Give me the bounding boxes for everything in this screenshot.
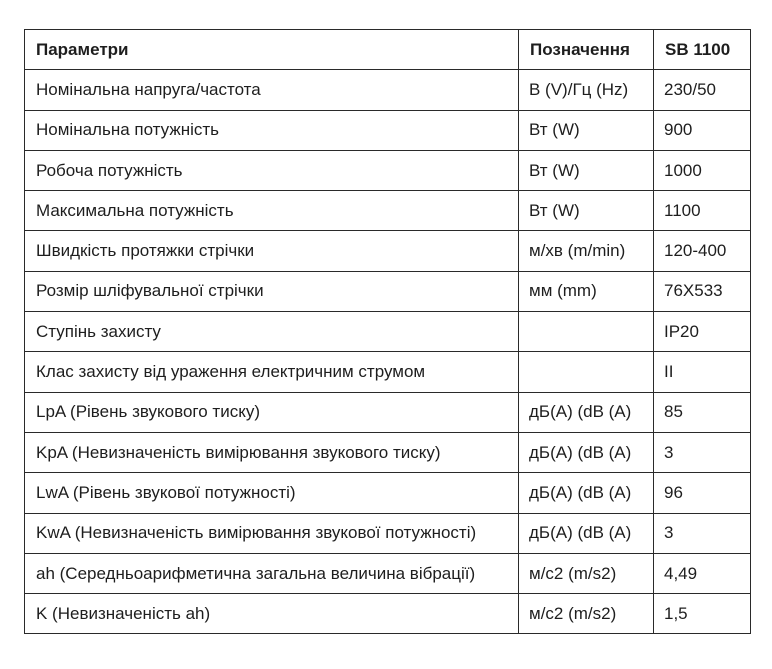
param-cell: Швидкість протяжки стрічки (25, 231, 519, 271)
symbol-cell: дБ(А) (dB (A) (519, 432, 654, 472)
table-row (25, 473, 751, 513)
spec-table (24, 29, 751, 634)
value-cell: 85 (654, 392, 751, 432)
value-cell: 230/50 (654, 70, 751, 110)
param-cell: Максимальна потужність (25, 191, 519, 231)
table-row (25, 231, 751, 271)
header-symbol: Позначення (519, 30, 654, 70)
param-cell: LwA (Рівень звукової потужності) (25, 473, 519, 513)
value-cell: 900 (654, 110, 751, 150)
param-cell: Розмір шліфувальної стрічки (25, 271, 519, 311)
symbol-cell: дБ(А) (dB (A) (519, 513, 654, 553)
symbol-cell: Вт (W) (519, 110, 654, 150)
symbol-cell: дБ(А) (dB (A) (519, 473, 654, 513)
param-cell: Номінальна потужність (25, 110, 519, 150)
table-row (25, 312, 751, 352)
symbol-cell: м/с2 (m/s2) (519, 594, 654, 634)
param-cell: Ступінь захисту (25, 312, 519, 352)
symbol-cell: м/хв (m/min) (519, 231, 654, 271)
value-cell: II (654, 352, 751, 392)
symbol-cell: Вт (W) (519, 150, 654, 190)
table-row (25, 432, 751, 472)
symbol-cell: В (V)/Гц (Hz) (519, 70, 654, 110)
symbol-cell (519, 312, 654, 352)
value-cell: IP20 (654, 312, 751, 352)
symbol-cell: Вт (W) (519, 191, 654, 231)
value-cell: 120-400 (654, 231, 751, 271)
table-row (25, 392, 751, 432)
table-row (25, 513, 751, 553)
param-cell: Клас захисту від ураження електричним струмом (25, 352, 519, 392)
param-cell: KwA (Невизначеність вимірювання звукової потужності) (25, 513, 519, 553)
table-row (25, 271, 751, 311)
param-cell: LpA (Рівень звукового тиску) (25, 392, 519, 432)
symbol-cell: мм (mm) (519, 271, 654, 311)
value-cell: 1000 (654, 150, 751, 190)
table-row (25, 191, 751, 231)
table-row (25, 110, 751, 150)
param-cell: K (Невизначеність ah) (25, 594, 519, 634)
value-cell: 1100 (654, 191, 751, 231)
table-row (25, 150, 751, 190)
param-cell: Номінальна напруга/частота (25, 70, 519, 110)
value-cell: 96 (654, 473, 751, 513)
value-cell: 4,49 (654, 553, 751, 593)
table-row (25, 594, 751, 634)
value-cell: 1,5 (654, 594, 751, 634)
value-cell: 76X533 (654, 271, 751, 311)
param-cell: ah (Середньоарифметична загальна величина вібрації) (25, 553, 519, 593)
table-row (25, 70, 751, 110)
header-row (25, 30, 751, 70)
table-row (25, 352, 751, 392)
header-param: Параметри (25, 30, 519, 70)
symbol-cell: м/с2 (m/s2) (519, 553, 654, 593)
header-model: SB 1100 (654, 30, 751, 70)
param-cell: Робоча потужність (25, 150, 519, 190)
symbol-cell (519, 352, 654, 392)
value-cell: 3 (654, 513, 751, 553)
table-row (25, 553, 751, 593)
value-cell: 3 (654, 432, 751, 472)
param-cell: KpA (Невизначеність вимірювання звукового тиску) (25, 432, 519, 472)
symbol-cell: дБ(А) (dB (A) (519, 392, 654, 432)
